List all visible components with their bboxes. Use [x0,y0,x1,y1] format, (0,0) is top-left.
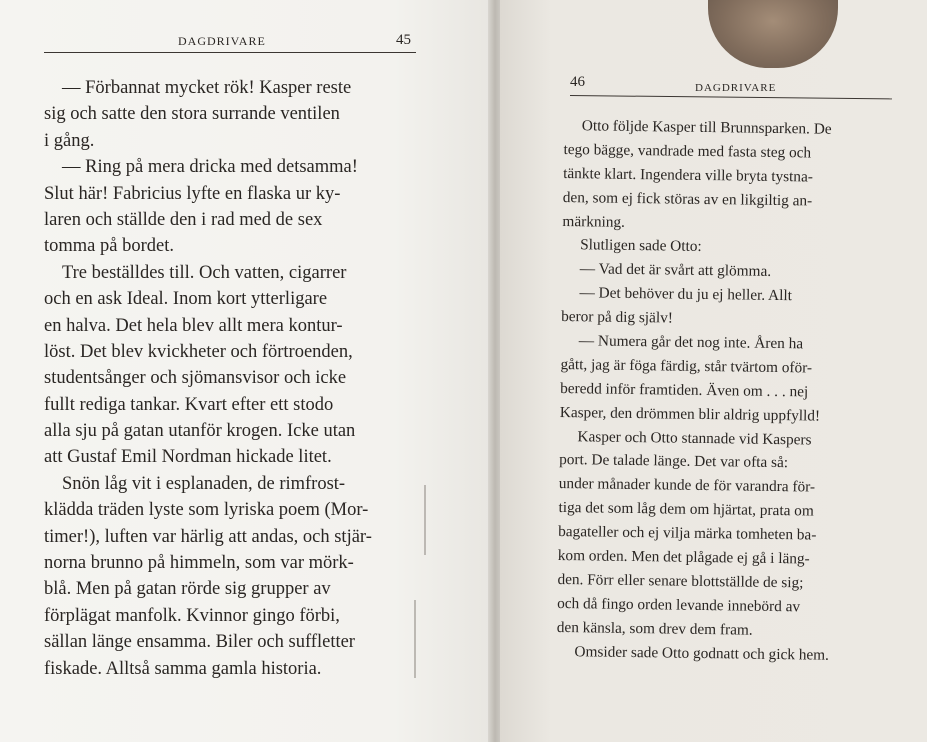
right-running-header: DAGDRIVARE [695,82,777,94]
margin-pencil-mark [414,600,416,678]
text-line: port. De talade länge. Det var ofta så: [559,451,789,472]
left-page-number: 45 [396,32,411,48]
text-line: under månader kunde de för varandra för- [558,475,816,496]
text-line: kom orden. Men det plågade ej gå i läng- [557,546,810,568]
text-line: den, som ej fick störas av en likgiltig an- [562,188,813,210]
text-line: timer!), luften var härlig att andas, och stjär- [44,526,372,547]
text-line: tänkte klart. Ingendera ville bryta tystna- [563,164,814,186]
text-line: förplägat manfolk. Kvinnor gingo förbi, [44,605,340,626]
text-line: fiskade. Alltså samma gamla historia. [44,658,322,679]
text-line: fullt rediga tankar. Kvart efter ett stodo [44,394,334,415]
text-line: Kasper och Otto stannade vid Kaspers [577,427,812,449]
text-line: blå. Men på gatan rörde sig grupper av [44,579,331,600]
margin-pencil-mark [424,485,426,555]
text-line: studentsånger och sjömansvisor och icke [44,368,347,389]
text-line: löst. Det blev kvickheter och förtroenden, [44,341,353,362]
text-line: och en ask Ideal. Inom kort ytterligare [44,289,328,310]
text-line: sig och satte den stora surrande ventilen [44,104,340,125]
text-line: att Gustaf Emil Nordman hickade litet. [44,447,332,468]
text-line: Snön låg vit i esplanaden, de rimfrost- [62,473,346,494]
text-line: Slutligen sade Otto: [580,236,702,256]
text-line: norna brunno på himmeln, som var mörk- [44,553,354,574]
left-header-rule [44,52,416,53]
text-line: — Det behöver du ju ej heller. Allt [579,284,793,305]
text-line: beror på dig själv! [561,308,673,327]
text-line: tomma på bordet. [44,236,174,257]
text-line: Tre beställdes till. Och vatten, cigarrer [62,262,347,283]
right-page-text [556,114,896,668]
text-line: bagateller och ej vilja märka tomheten ba- [558,523,817,544]
left-page-text [44,75,416,682]
text-line: Slut här! Fabricius lyfte en flaska ur ky- [44,183,341,204]
text-line: tego bägge, vandrade med fasta steg och [563,140,812,162]
text-line: den. Förr eller senare blottställde de sig; [557,570,804,592]
right-book-page [500,0,927,742]
text-line: — Förbannat mycket rök! Kasper reste [62,78,352,98]
text-line: Otto följde Kasper till Brunnsparken. De [581,117,832,138]
text-line: gått, jag är föga färdig, står tvärtom oför- [560,355,813,377]
text-line: klädda träden lyste som lyriska poem (Mor- [44,500,369,521]
text-line: — Ring på mera dricka med detsamma! [62,157,358,178]
text-line: och då fingo orden levande innebörd av [557,594,801,616]
right-page-number: 46 [570,74,585,90]
text-line: sällan länge ensamma. Biler och suffletter [44,632,355,653]
text-line: Kasper, den drömmen blir aldrig uppfylld! [559,403,821,425]
left-running-header: DAGDRIVARE [178,34,266,48]
text-line: i gång. [44,130,95,151]
right-header-rule [570,95,892,99]
text-line: Omsider sade Otto godnatt och gick hem. [574,642,830,664]
text-line: en halva. Det hela blev allt mera kontur- [44,315,343,336]
text-line: laren och ställde den i rad med de sex [44,209,323,230]
text-line: — Numera går det nog inte. Åren ha [578,332,804,353]
text-line: alla sju på gatan utanför krogen. Icke utan [44,421,356,442]
text-line: märkning. [562,212,626,231]
text-line: tiga det som låg dem om hjärtat, prata om [558,499,814,520]
text-line: beredd inför framtiden. Även om . . . nej [560,379,809,401]
text-line: — Vad det är svårt att glömma. [579,260,772,281]
text-line: den känsla, som drev dem fram. [556,618,753,639]
